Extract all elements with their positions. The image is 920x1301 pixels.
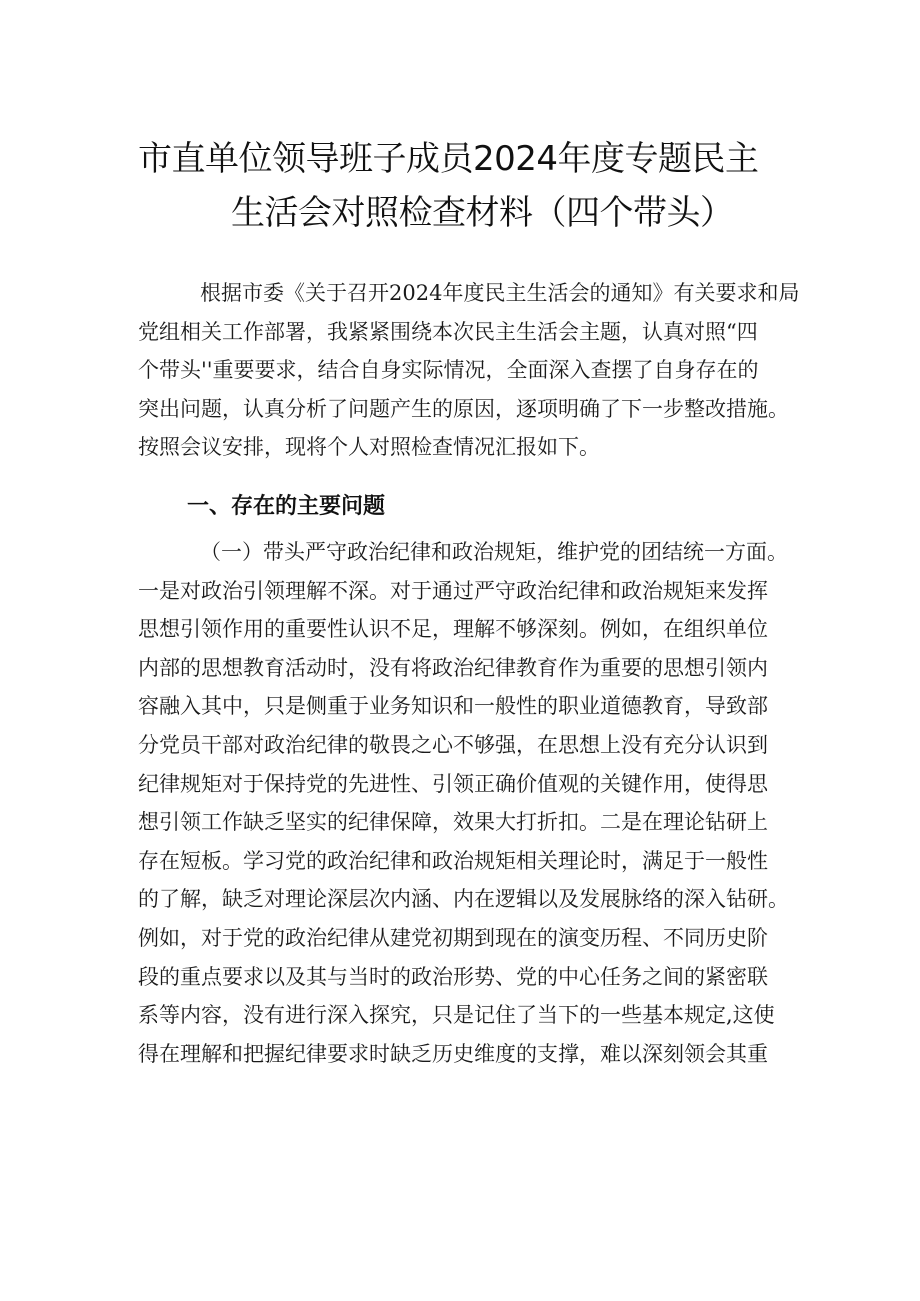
paragraph-line: 内部的思想教育活动时，没有将政治纪律教育作为重要的思想引领内 — [138, 655, 768, 680]
paragraph-line: 想引领工作缺乏坚实的纪律保障，效果大打折扣。二是在理论钻研上 — [138, 810, 768, 835]
paragraph-line: 纪律规矩对于保持党的先进性、引领正确价值观的关键作用，使得思 — [138, 771, 768, 796]
paragraph-line: 得在理解和把握纪律要求时缺乏历史维度的支撑，难以深刻领会其重 — [138, 1041, 768, 1066]
paragraph-line: 一是对政治引领理解不深。对于通过严守政治纪律和政治规矩来发挥 — [138, 578, 768, 603]
paragraph-line: 分党员干部对政治纪律的敬畏之心不够强，在思想上没有充分认识到 — [138, 732, 768, 757]
paragraph-line: 系等内容，没有进行深入探究，只是记住了当下的一些基本规定,这使 — [138, 1003, 775, 1028]
paragraph-line: 存在短板。学习党的政治纪律和政治规矩相关理论时，满足于一般性 — [138, 848, 768, 873]
paragraph-line: 党组相关工作部署，我紧紧围绕本次民主生活会主题，认真对照“四 — [138, 319, 758, 344]
section-heading: 一、存在的主要问题 — [187, 494, 386, 519]
paragraph-line: 突出问题，认真分析了问题产生的原因，逐项明确了下一步整改措施。 — [138, 396, 789, 421]
paragraph-line: 思想引领作用的重要性认识不足，理解不够深刻。例如，在组织单位 — [138, 617, 768, 642]
intro-paragraph — [138, 274, 810, 467]
paragraph-line: 按照会议安排，现将个人对照检查情况汇报如下。 — [138, 435, 600, 460]
document-title-line-2: 生活会对照检查材料（四个带头） — [231, 193, 734, 233]
paragraph-line: 个带头''重要要求，结合自身实际情况，全面深入查摆了自身存在的 — [138, 358, 759, 383]
paragraph-line: 例如，对于党的政治纪律从建党初期到现在的演变历程、不同历史阶 — [138, 925, 768, 950]
document-title-line-1: 市直单位领导班子成员2024年度专题民主 — [138, 139, 759, 179]
section-1-paragraph — [138, 533, 810, 1073]
paragraph-line: 容融入其中，只是侧重于业务知识和一般性的职业道德教育，导致部 — [138, 694, 768, 719]
paragraph-line: 根据市委《关于召开2024年度民主生活会的通知》有关要求和局 — [200, 281, 800, 305]
paragraph-line: 的了解，缺乏对理论深层次内涵、内在逻辑以及发展脉络的深入钻研。 — [138, 887, 789, 912]
paragraph-line: 段的重点要求以及其与当时的政治形势、党的中心任务之间的紧密联 — [138, 964, 768, 989]
paragraph-line: （一）带头严守政治纪律和政治规矩，维护党的团结统一方面。 — [200, 540, 788, 564]
